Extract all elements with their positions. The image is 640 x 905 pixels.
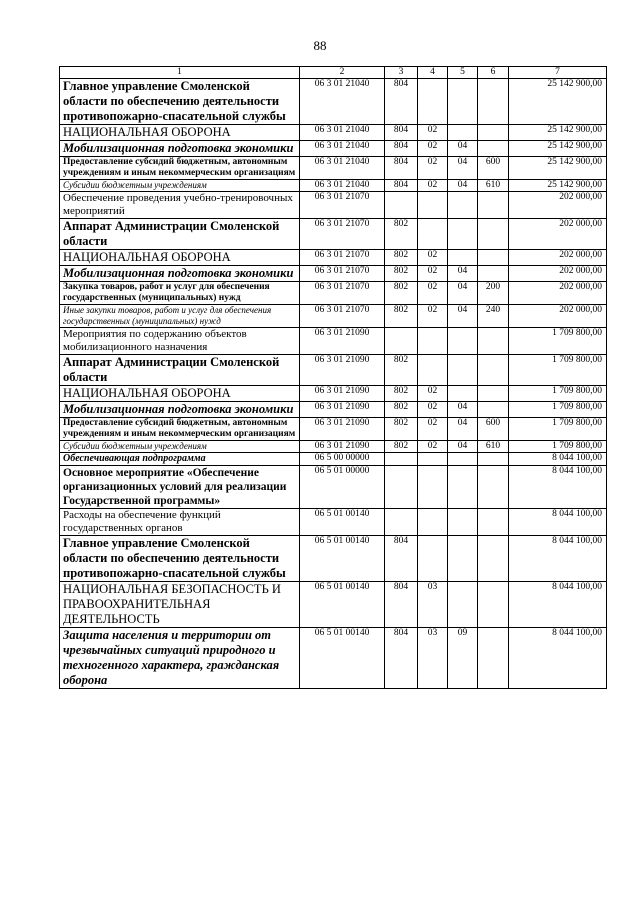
row-sum-cell: 202 000,00 [509,219,607,250]
table-row [60,192,607,219]
row-col4-cell [418,509,448,536]
row-col4-cell: 02 [418,157,448,180]
row-code-cell: 06 5 01 00140 [300,509,385,536]
row-col5-cell: 04 [448,305,478,328]
header-col-7: 7 [509,67,607,79]
row-col4-cell: 02 [418,402,448,418]
row-name-cell: НАЦИОНАЛЬНАЯ ОБОРОНА [60,386,300,402]
row-sum-cell: 1 709 800,00 [509,386,607,402]
row-sum-cell: 202 000,00 [509,266,607,282]
table-row [60,79,607,125]
row-col3-cell: 802 [385,282,418,305]
row-code-cell: 06 3 01 21070 [300,282,385,305]
row-col4-cell: 03 [418,582,448,628]
row-code-cell: 06 5 01 00140 [300,582,385,628]
row-col6-cell [478,328,509,355]
row-col6-cell [478,466,509,509]
row-code-cell: 06 5 01 00000 [300,466,385,509]
row-code-cell: 06 3 01 21090 [300,386,385,402]
budget-table [59,66,607,689]
row-col3-cell: 804 [385,157,418,180]
table-row [60,328,607,355]
row-col4-cell: 02 [418,266,448,282]
row-col5-cell [448,582,478,628]
row-col4-cell: 03 [418,628,448,689]
row-code-cell: 06 3 01 21090 [300,355,385,386]
row-col3-cell [385,328,418,355]
row-col3-cell: 802 [385,355,418,386]
table-row [60,125,607,141]
row-col4-cell: 02 [418,141,448,157]
row-col4-cell [418,192,448,219]
row-name-cell: Аппарат Администрации Смоленской области [60,355,300,386]
row-col5-cell [448,509,478,536]
row-code-cell: 06 3 01 21040 [300,141,385,157]
row-col3-cell: 802 [385,402,418,418]
row-col3-cell: 802 [385,219,418,250]
row-code-cell: 06 5 01 00140 [300,628,385,689]
table-row [60,466,607,509]
row-name-cell: Предоставление субсидий бюджетным, автономным учреждениям и иным некоммерческим организациям [60,418,300,441]
table-row [60,355,607,386]
row-code-cell: 06 3 01 21070 [300,266,385,282]
row-sum-cell: 8 044 100,00 [509,536,607,582]
row-col3-cell: 802 [385,418,418,441]
row-code-cell: 06 5 00 00000 [300,453,385,466]
row-sum-cell: 1 709 800,00 [509,328,607,355]
table-row [60,441,607,453]
row-sum-cell: 202 000,00 [509,305,607,328]
row-name-cell: Субсидии бюджетным учреждениям [60,180,300,192]
row-col5-cell: 04 [448,141,478,157]
row-code-cell: 06 3 01 21040 [300,125,385,141]
row-name-cell: Главное управление Смоленской области по обеспечению деятельности противопожарно-спасательной службы [60,79,300,125]
header-col-4: 4 [418,67,448,79]
row-col3-cell: 804 [385,79,418,125]
row-col3-cell: 802 [385,266,418,282]
row-col6-cell [478,509,509,536]
row-col6-cell [478,250,509,266]
row-name-cell: Основное мероприятие «Обеспечение организационных условий для реализации Государственной программы» [60,466,300,509]
row-col6-cell: 610 [478,180,509,192]
row-name-cell: Субсидии бюджетным учреждениям [60,441,300,453]
header-col-3: 3 [385,67,418,79]
row-col6-cell [478,125,509,141]
row-col5-cell [448,328,478,355]
table-row [60,282,607,305]
row-col6-cell [478,536,509,582]
table-row [60,418,607,441]
row-col3-cell: 802 [385,441,418,453]
row-sum-cell: 8 044 100,00 [509,509,607,536]
page-number: 88 [313,38,327,53]
row-col3-cell: 804 [385,125,418,141]
row-name-cell: Мероприятия по содержанию объектов мобилизационного назначения [60,328,300,355]
row-col4-cell [418,219,448,250]
row-col5-cell: 04 [448,282,478,305]
row-name-cell: Обеспечение проведения учебно-тренировочных мероприятий [60,192,300,219]
row-sum-cell: 25 142 900,00 [509,125,607,141]
row-name-cell: Иные закупки товаров, работ и услуг для обеспечения государственных (муниципальных) нужд [60,305,300,328]
row-col6-cell: 240 [478,305,509,328]
table-body [60,79,607,689]
table-row [60,386,607,402]
table-row [60,266,607,282]
row-col4-cell: 02 [418,305,448,328]
row-col5-cell [448,386,478,402]
row-sum-cell: 1 709 800,00 [509,355,607,386]
row-col5-cell [448,125,478,141]
row-name-cell: Мобилизационная подготовка экономики [60,141,300,157]
row-col6-cell [478,141,509,157]
row-code-cell: 06 3 01 21070 [300,219,385,250]
row-col6-cell [478,192,509,219]
header-row [60,67,607,79]
row-name-cell: Обеспечивающая подпрограмма [60,453,300,466]
row-col5-cell: 04 [448,418,478,441]
row-col5-cell [448,219,478,250]
row-sum-cell: 1 709 800,00 [509,441,607,453]
table-row [60,141,607,157]
row-col5-cell: 04 [448,180,478,192]
table-row [60,157,607,180]
row-col3-cell: 804 [385,582,418,628]
row-col3-cell [385,466,418,509]
row-col4-cell: 02 [418,441,448,453]
row-col3-cell [385,192,418,219]
row-sum-cell: 25 142 900,00 [509,157,607,180]
row-col5-cell [448,192,478,219]
row-col6-cell [478,453,509,466]
row-col4-cell: 02 [418,418,448,441]
row-code-cell: 06 3 01 21090 [300,441,385,453]
row-col3-cell: 804 [385,141,418,157]
table-row [60,250,607,266]
row-col3-cell: 804 [385,536,418,582]
table-row [60,536,607,582]
row-sum-cell: 25 142 900,00 [509,141,607,157]
row-code-cell: 06 5 01 00140 [300,536,385,582]
row-col6-cell [478,266,509,282]
row-code-cell: 06 3 01 21090 [300,402,385,418]
row-col6-cell [478,402,509,418]
row-col4-cell: 02 [418,180,448,192]
header-col-1: 1 [60,67,300,79]
row-sum-cell: 25 142 900,00 [509,79,607,125]
row-col3-cell: 804 [385,628,418,689]
row-col5-cell [448,355,478,386]
row-col5-cell: 04 [448,441,478,453]
row-name-cell: НАЦИОНАЛЬНАЯ ОБОРОНА [60,125,300,141]
row-name-cell: Расходы на обеспечение функций государственных органов [60,509,300,536]
table-row [60,305,607,328]
table-row [60,453,607,466]
row-col5-cell [448,79,478,125]
row-sum-cell: 25 142 900,00 [509,180,607,192]
row-name-cell: Главное управление Смоленской области по обеспечению деятельности противопожарно-спасательной службы [60,536,300,582]
row-code-cell: 06 3 01 21090 [300,418,385,441]
row-name-cell: Аппарат Администрации Смоленской области [60,219,300,250]
row-col3-cell [385,509,418,536]
row-name-cell: Закупка товаров, работ и услуг для обеспечения государственных (муниципальных) нужд [60,282,300,305]
row-col4-cell [418,328,448,355]
row-code-cell: 06 3 01 21090 [300,328,385,355]
row-name-cell: Мобилизационная подготовка экономики [60,402,300,418]
row-col6-cell [478,219,509,250]
row-sum-cell: 8 044 100,00 [509,466,607,509]
row-name-cell: Защита населения и территории от чрезвычайных ситуаций природного и техногенного характера, гражданская оборона [60,628,300,689]
row-col4-cell: 02 [418,282,448,305]
row-name-cell: НАЦИОНАЛЬНАЯ ОБОРОНА [60,250,300,266]
row-col6-cell: 600 [478,418,509,441]
row-col4-cell: 02 [418,125,448,141]
row-col4-cell [418,466,448,509]
row-col6-cell: 610 [478,441,509,453]
row-col6-cell [478,386,509,402]
row-col4-cell [418,79,448,125]
row-col5-cell: 09 [448,628,478,689]
row-col4-cell: 02 [418,250,448,266]
header-col-5: 5 [448,67,478,79]
row-col5-cell [448,250,478,266]
row-sum-cell: 202 000,00 [509,282,607,305]
table-row [60,219,607,250]
table-row [60,628,607,689]
row-col3-cell: 804 [385,180,418,192]
row-col6-cell: 200 [478,282,509,305]
row-col3-cell: 802 [385,386,418,402]
row-code-cell: 06 3 01 21040 [300,180,385,192]
row-col5-cell [448,453,478,466]
row-col3-cell [385,453,418,466]
row-col4-cell [418,355,448,386]
row-code-cell: 06 3 01 21070 [300,250,385,266]
row-code-cell: 06 3 01 21070 [300,305,385,328]
table-row [60,509,607,536]
row-col6-cell: 600 [478,157,509,180]
row-code-cell: 06 3 01 21040 [300,157,385,180]
row-sum-cell: 202 000,00 [509,250,607,266]
table-row [60,582,607,628]
row-name-cell: НАЦИОНАЛЬНАЯ БЕЗОПАСНОСТЬ И ПРАВООХРАНИТЕЛЬНАЯ ДЕЯТЕЛЬНОСТЬ [60,582,300,628]
row-col3-cell: 802 [385,250,418,266]
row-col5-cell [448,466,478,509]
row-col4-cell: 02 [418,386,448,402]
row-sum-cell: 1 709 800,00 [509,418,607,441]
row-col6-cell [478,79,509,125]
row-sum-cell: 8 044 100,00 [509,582,607,628]
row-col3-cell: 802 [385,305,418,328]
table-row [60,402,607,418]
row-col5-cell [448,536,478,582]
row-col6-cell [478,582,509,628]
row-name-cell: Мобилизационная подготовка экономики [60,266,300,282]
row-col5-cell: 04 [448,157,478,180]
row-col6-cell [478,355,509,386]
row-sum-cell: 202 000,00 [509,192,607,219]
header-col-2: 2 [300,67,385,79]
row-col6-cell [478,628,509,689]
row-sum-cell: 8 044 100,00 [509,453,607,466]
row-sum-cell: 8 044 100,00 [509,628,607,689]
row-col4-cell [418,536,448,582]
row-code-cell: 06 3 01 21040 [300,79,385,125]
table-row [60,180,607,192]
row-code-cell: 06 3 01 21070 [300,192,385,219]
row-col5-cell: 04 [448,266,478,282]
row-sum-cell: 1 709 800,00 [509,402,607,418]
row-col4-cell [418,453,448,466]
table-header [60,67,607,79]
header-col-6: 6 [478,67,509,79]
row-name-cell: Предоставление субсидий бюджетным, автономным учреждениям и иным некоммерческим организациям [60,157,300,180]
row-col5-cell: 04 [448,402,478,418]
